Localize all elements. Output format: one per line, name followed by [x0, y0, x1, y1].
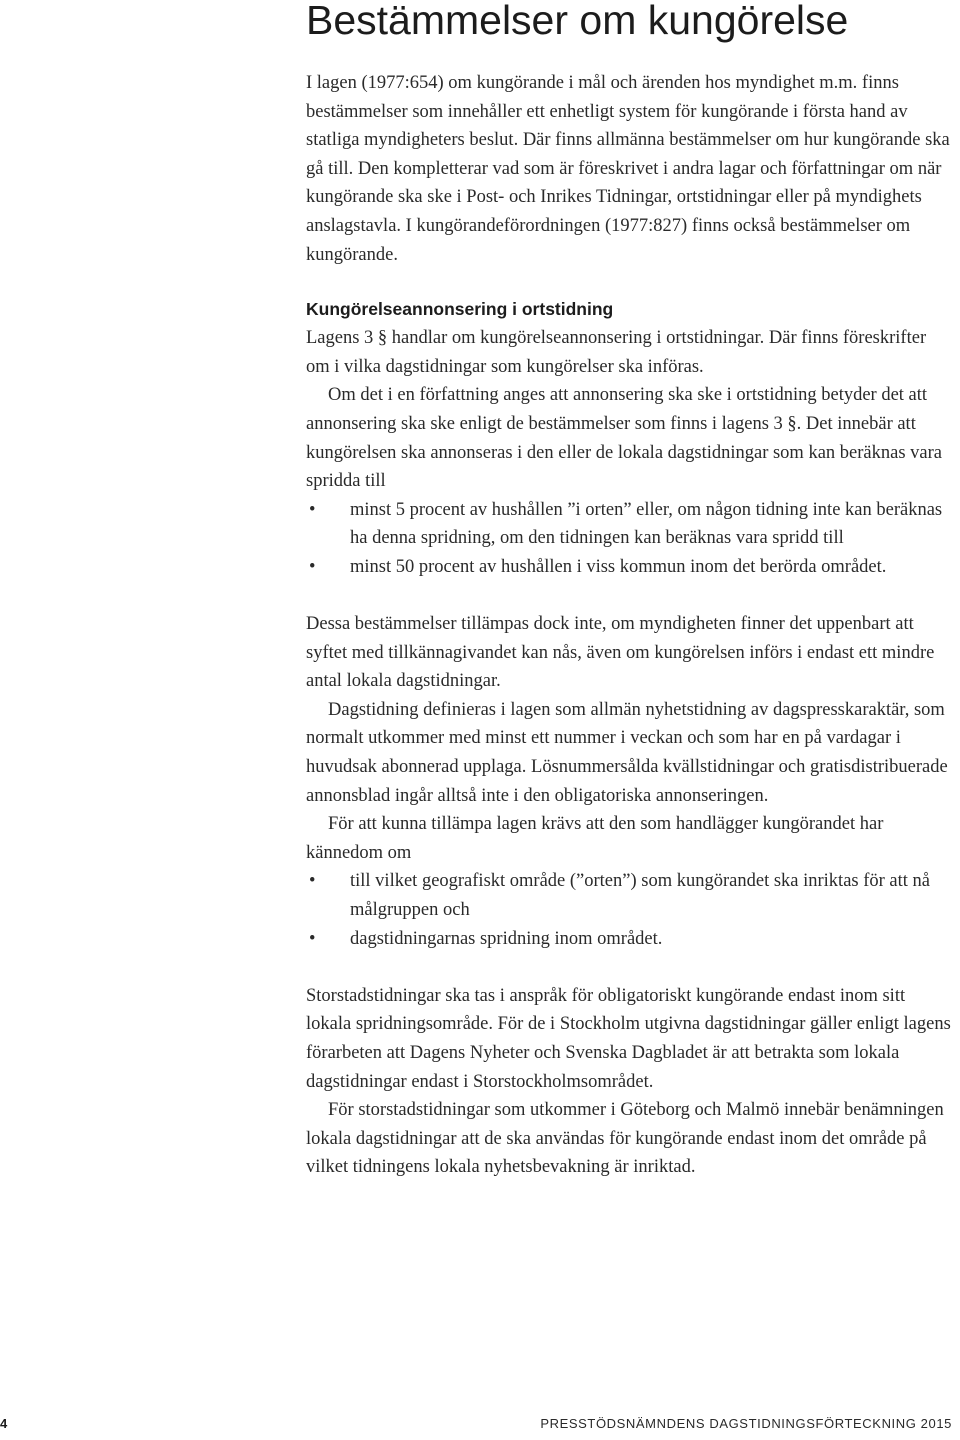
bullet-icon: •: [309, 499, 316, 520]
section-paragraph: Lagens 3 § handlar om kungörelseannonsering i ortstidningar. Där finns föreskrifter om i vilka dagstidningar som kungörelser ska införas.: [306, 328, 927, 377]
paragraph: Dagstidning definieras i lagen som allmän nyhetstidning av dagspresskaraktär, som normalt utkommer med minst ett nummer i veckan och som har en på vardagar i huvudsak abonnerad upplaga. Lösnummersålda kvällstidningar och gratisdistribuerade annonsblad ingår alltså inte i den obligatoriska annonseringen.: [306, 699, 948, 806]
paragraph: Dessa bestämmelser tillämpas dock inte, om myndigheten finner det uppenbart att syftet med tillkännagivandet kan nås, även om kungörelsen införs i endast ett mindre antal lokala dagstidningar.: [306, 614, 935, 692]
page-title: Bestämmelser om kungörelse: [306, 0, 849, 43]
section-heading: Kungörelseannonsering i ortstidning: [306, 299, 614, 320]
intro-paragraph: I lagen (1977:654) om kungörande i mål och ärenden hos myndighet m.m. finns bestämmelser som innehåller ett enhetligt system för kungörande i första hand av statliga myndigheters beslut. Där finns allmänna bestämmelser om hur kungörande ska gå till. Den kompletterar vad som är föreskrivet i andra lagar och författningar om när kungörande ska ske i Post- och Inrikes Tidningar, ortstidningar eller på myndighets anslagstavla. I kungörandeförordningen (1977:827) finns också bestämmelser om kungörande.: [306, 73, 950, 265]
list-item: • minst 5 procent av hushållen ”i orten” eller, om någon tidning inte kan beräknas ha denna spridning, om den tidningen kan beräknas vara spridd till: [306, 496, 954, 553]
paragraph: För storstadstidningar som utkommer i Göteborg och Malmö innebär benämningen lokala dagstidningar att de ska användas för kungörande endast inom det område på vilket tidningens lokala nyhetsbevakning är inriktad.: [306, 1100, 944, 1178]
paragraph: För att kunna tillämpa lagen krävs att den som handlägger kungörandet har kännedom om: [306, 814, 884, 863]
list-item: • dagstidningarnas spridning inom området.: [306, 925, 954, 954]
bullet-list: [306, 496, 954, 582]
page-number: 4: [0, 1416, 8, 1431]
section-paragraph: Om det i en författning anges att annonsering ska ske i ortstidning betyder det att annonsering ska ske enligt de bestämmelser som finns i lagens 3 §. Det innebär att kungörelsen ska annonseras i den eller de lokala dagstidningar som kan beräknas vara spridda till: [306, 385, 942, 492]
bullet-list: [306, 867, 954, 953]
bullet-icon: •: [309, 871, 316, 892]
paragraph: Storstadstidningar ska tas i anspråk för obligatoriskt kungörande endast inom sitt lokala spridningsområde. För de i Stockholm utgivna dagstidningar gäller enligt lagens förarbeten att Dagens Nyheter och Svenska Dagbladet är att betrakta som lokala dagstidningar endast i Storstockholmsområdet.: [306, 985, 951, 1092]
list-item: • till vilket geografiskt område (”orten”) som kungörandet ska inriktas för att nå målgruppen och: [306, 867, 954, 924]
bullet-icon: •: [309, 928, 316, 949]
running-footer: PRESSTÖDSNÄMNDENS DAGSTIDNINGSFÖRTECKNING 2015: [540, 1416, 952, 1431]
bullet-icon: •: [309, 556, 316, 577]
list-item: • minst 50 procent av hushållen i viss kommun inom det berörda området.: [306, 553, 954, 582]
body-text: [306, 69, 954, 1182]
